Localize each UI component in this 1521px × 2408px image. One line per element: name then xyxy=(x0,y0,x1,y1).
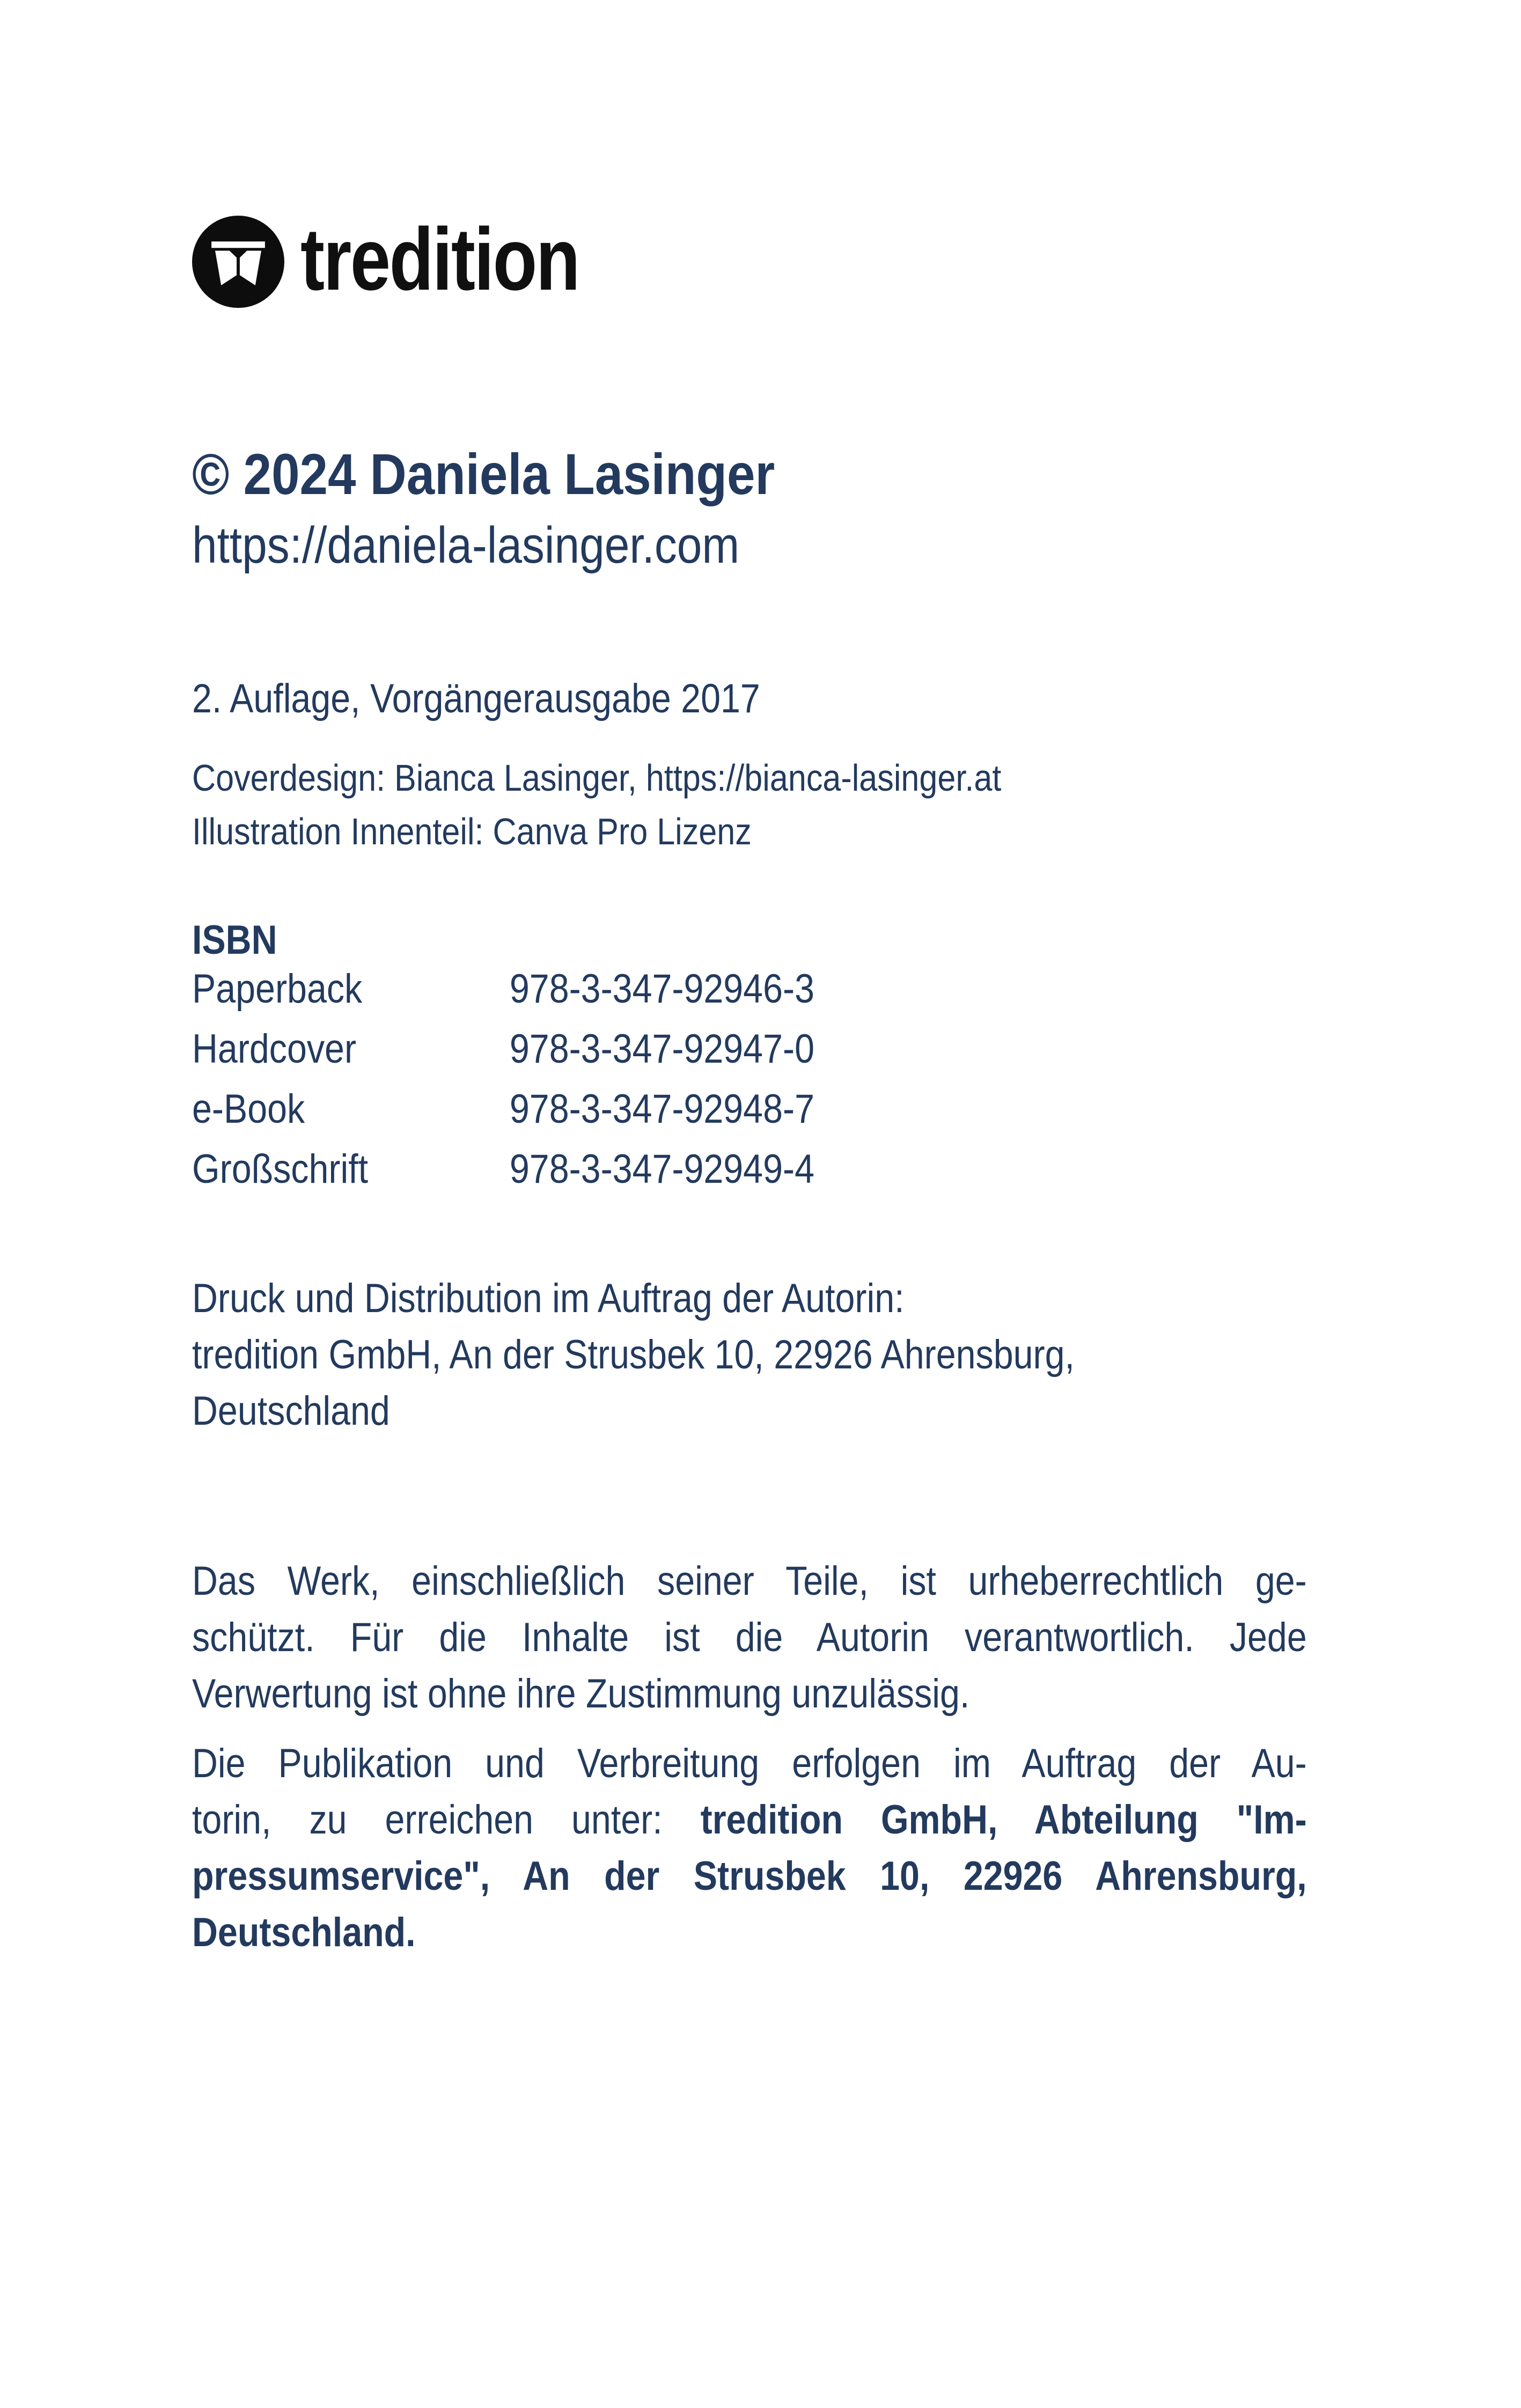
distribution-paragraph xyxy=(192,1270,1307,1439)
isbn-row-grossschrift xyxy=(192,1139,1307,1199)
author-website-url: https://daniela-lasinger.com xyxy=(192,517,740,574)
isbn-label: Großschrift xyxy=(192,1146,369,1192)
publisher-logo xyxy=(192,209,640,309)
credits-block xyxy=(192,751,1307,858)
publication-notice-line xyxy=(192,1735,1307,1792)
isbn-number: 978-3-347-92949-4 xyxy=(509,1146,814,1192)
publisher-contact-bold: pressumservice", An der Strusbek 10, 22926 Ahrensburg, xyxy=(192,1853,1307,1899)
copyright-line: © 2024 Daniela Lasinger xyxy=(192,441,775,506)
isbn-number: 978-3-347-92947-0 xyxy=(509,1026,814,1072)
copyright-notice-line: Verwertung ist ohne ihre Zustimmung unzulässig. xyxy=(192,1671,970,1717)
isbn-row-paperback xyxy=(192,959,1307,1019)
isbn-label: Paperback xyxy=(192,966,363,1012)
edition-line: 2. Auflage, Vorgängerausgabe 2017 xyxy=(192,676,760,721)
isbn-number: 978-3-347-92946-3 xyxy=(509,966,814,1012)
isbn-label: Hardcover xyxy=(192,1026,357,1072)
copyright-notice-paragraph xyxy=(192,1553,1307,1722)
coverdesign-credit: Coverdesign: Bianca Lasinger, https://bianca-lasinger.at xyxy=(192,757,1002,799)
publisher-contact-bold: tredition GmbH, Abteilung "Im- xyxy=(700,1797,1307,1843)
publication-notice-line xyxy=(192,1848,1307,1904)
publication-notice-line xyxy=(192,1792,1307,1848)
distribution-line: Deutschland xyxy=(192,1388,390,1434)
illustration-credit: Illustration Innenteil: Canva Pro Lizenz xyxy=(192,811,752,852)
isbn-number: 978-3-347-92948-7 xyxy=(509,1086,814,1132)
copyright-notice-line: schützt. Für die Inhalte ist die Autorin verantwortlich. Jede xyxy=(192,1615,1307,1660)
publisher-contact-bold: Deutschland. xyxy=(192,1910,416,1955)
publication-notice-paragraph xyxy=(192,1735,1307,1961)
publication-notice-text: torin, zu erreichen unter: xyxy=(192,1797,701,1843)
publication-notice-line xyxy=(192,1904,1307,1961)
isbn-heading: ISBN xyxy=(192,917,277,963)
tredition-logo-mark xyxy=(192,216,284,308)
distribution-line: tredition GmbH, An der Strusbek 10, 22926 Ahrensburg, xyxy=(192,1332,1075,1378)
distribution-line: Druck und Distribution im Auftrag der Autorin: xyxy=(192,1276,905,1321)
publisher-wordmark: tredition xyxy=(300,209,579,308)
isbn-table xyxy=(192,959,1307,1199)
isbn-row-hardcover xyxy=(192,1019,1307,1079)
isbn-label: e-Book xyxy=(192,1086,305,1132)
copyright-notice-line: Das Werk, einschließlich seiner Teile, ist urheberrechtlich ge- xyxy=(192,1558,1307,1604)
publication-notice-text: Die Publikation und Verbreitung erfolgen im Auftrag der Au- xyxy=(192,1741,1307,1786)
isbn-row-ebook xyxy=(192,1079,1307,1139)
